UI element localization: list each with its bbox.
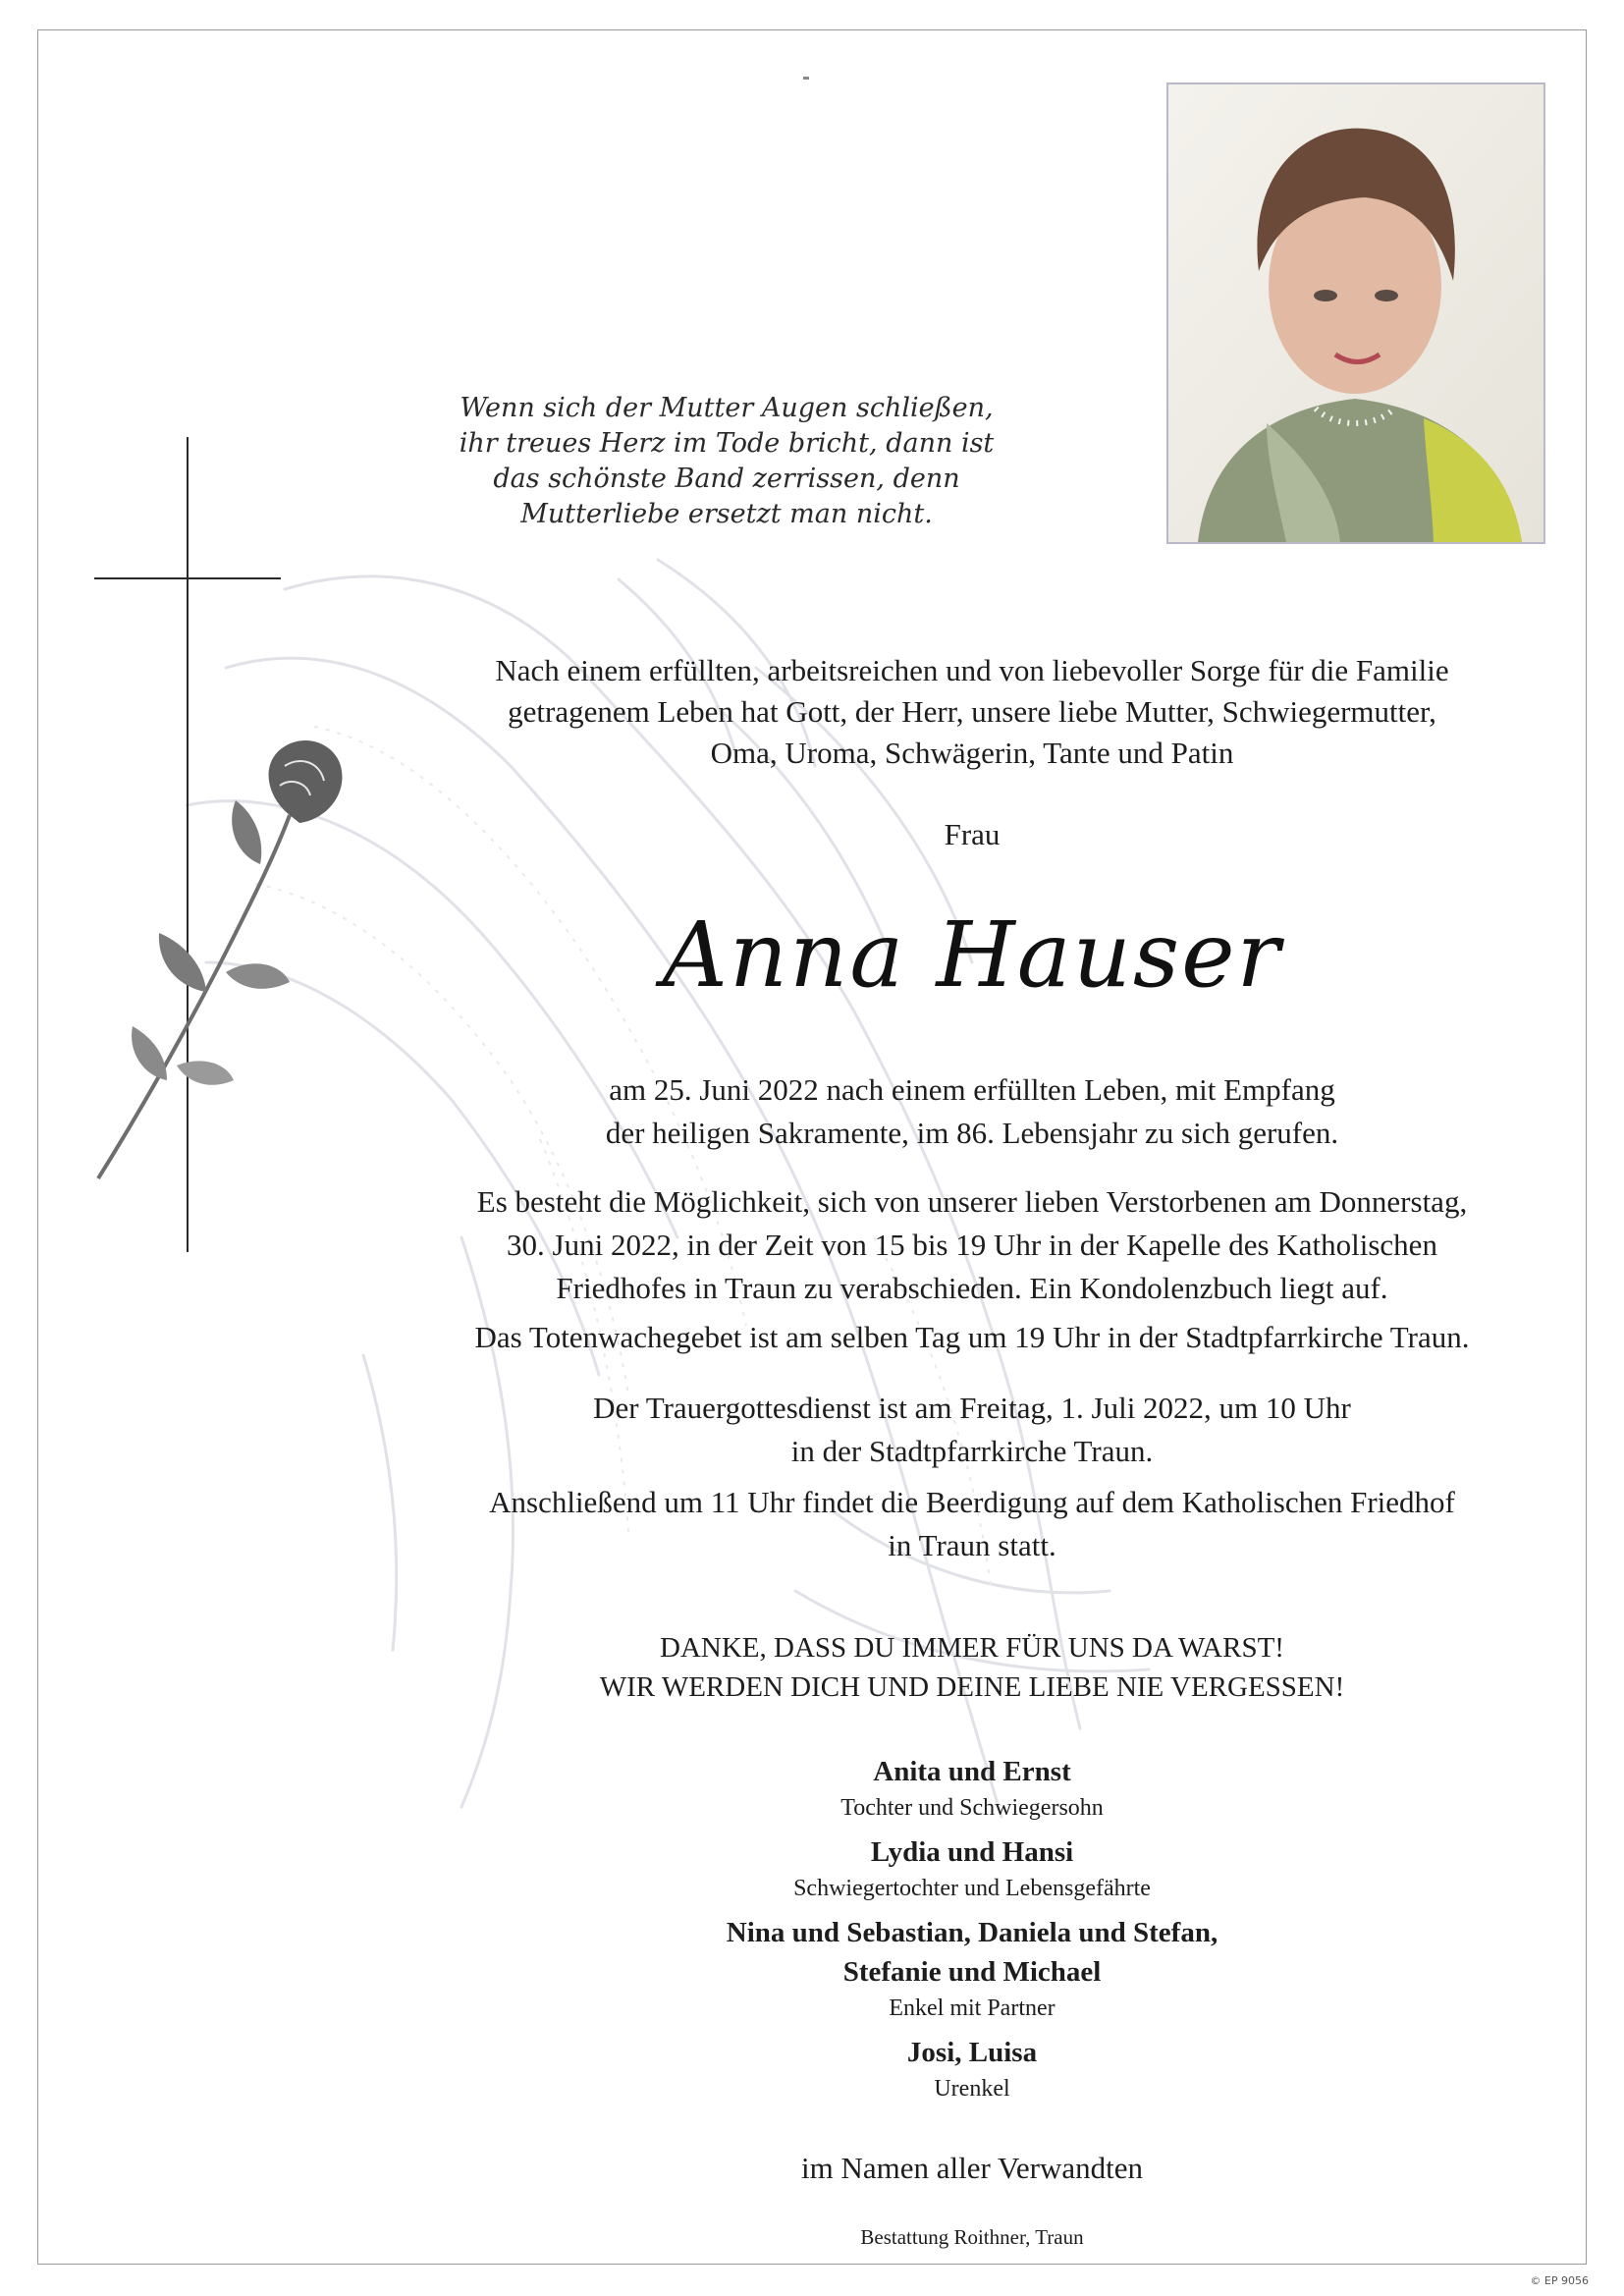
service-line: in der Stadtpfarrkirche Traun. (790, 1434, 1154, 1468)
quote-line: das schönste Band zerrissen, denn (493, 464, 960, 494)
farewell-info (373, 1180, 1571, 1310)
service-info (373, 1387, 1571, 1473)
intro-line: getragenem Leben hat Gott, der Herr, unsere liebe Mutter, Schwiegermutter, (508, 694, 1436, 729)
deceased-name: Anna Hauser (662, 902, 1282, 1008)
quote-line: Wenn sich der Mutter Augen schließen, (460, 393, 994, 423)
intro-line: Oma, Uroma, Schwägerin, Tante und Patin (710, 736, 1234, 770)
salutation: Frau (944, 817, 1001, 851)
family-list (373, 1752, 1571, 2113)
rose-icon (88, 727, 353, 1188)
thanks-message (373, 1628, 1571, 1707)
family-names: Lydia und Hansi (870, 1836, 1074, 1868)
undertaker-name: Bestattung Roithner, Traun (860, 2225, 1084, 2249)
cross-bar (94, 577, 281, 579)
death-line: der heiligen Sakramente, im 86. Lebensjahr zu sich gerufen. (605, 1116, 1339, 1150)
family-role: Tochter und Schwiegersohn (840, 1795, 1104, 1821)
portrait-photo (1166, 82, 1545, 544)
family-role: Enkel mit Partner (889, 1995, 1056, 2021)
top-mark (803, 77, 809, 80)
farewell-line: 30. Juni 2022, in der Zeit von 15 bis 19 Uhr in der Kapelle des Katholischen (507, 1228, 1437, 1262)
thanks-line: WIR WERDEN DICH UND DEINE LIEBE NIE VERGESSEN! (599, 1671, 1345, 1703)
family-group (373, 1752, 1571, 1825)
relatives-signature: im Namen aller Verwandten (800, 2151, 1144, 2185)
vigil-info: Das Totenwachegebet ist am selben Tag um 19 Uhr in der Stadtpfarrkirche Traun. (474, 1320, 1470, 1354)
burial-info (373, 1481, 1571, 1567)
burial-line: Anschließend um 11 Uhr findet die Beerdigung auf dem Katholischen Friedhof (489, 1485, 1455, 1519)
family-names: Josi, Luisa (906, 2037, 1038, 2068)
print-code: © EP 9056 (1530, 2274, 1589, 2287)
burial-line: in Traun statt. (888, 1528, 1056, 1562)
portrait-image (1168, 84, 1543, 542)
service-line: Der Trauergottesdienst ist am Freitag, 1. Juli 2022, um 10 Uhr (593, 1391, 1351, 1425)
family-group (373, 2033, 1571, 2105)
quote-line: Mutterliebe ersetzt man nicht. (520, 499, 933, 529)
intro-text (373, 650, 1571, 774)
family-group (373, 1832, 1571, 1905)
death-notice (373, 1068, 1571, 1155)
family-group (373, 1913, 1571, 2025)
death-line: am 25. Juni 2022 nach einem erfüllten Leben, mit Empfang (609, 1072, 1335, 1107)
thanks-line: DANKE, DASS DU IMMER FÜR UNS DA WARST! (660, 1632, 1284, 1664)
family-names: Nina und Sebastian, Daniela und Stefan, (726, 1917, 1218, 1948)
intro-line: Nach einem erfüllten, arbeitsreichen und von liebevoller Sorge für die Familie (495, 653, 1449, 687)
quote-line: ihr treues Herz im Tode bricht, dann ist (459, 428, 995, 459)
farewell-line: Friedhofes in Traun zu verabschieden. Ein Kondolenzbuch liegt auf. (556, 1271, 1388, 1305)
farewell-line: Es besteht die Möglichkeit, sich von unserer lieben Verstorbenen am Donnerstag, (476, 1184, 1468, 1219)
family-names: Stefanie und Michael (842, 1956, 1102, 1988)
memorial-quote (344, 391, 1110, 532)
family-names: Anita und Ernst (873, 1756, 1071, 1787)
family-role: Schwiegertochter und Lebensgefährte (793, 1876, 1151, 1901)
family-role: Urenkel (934, 2076, 1010, 2102)
